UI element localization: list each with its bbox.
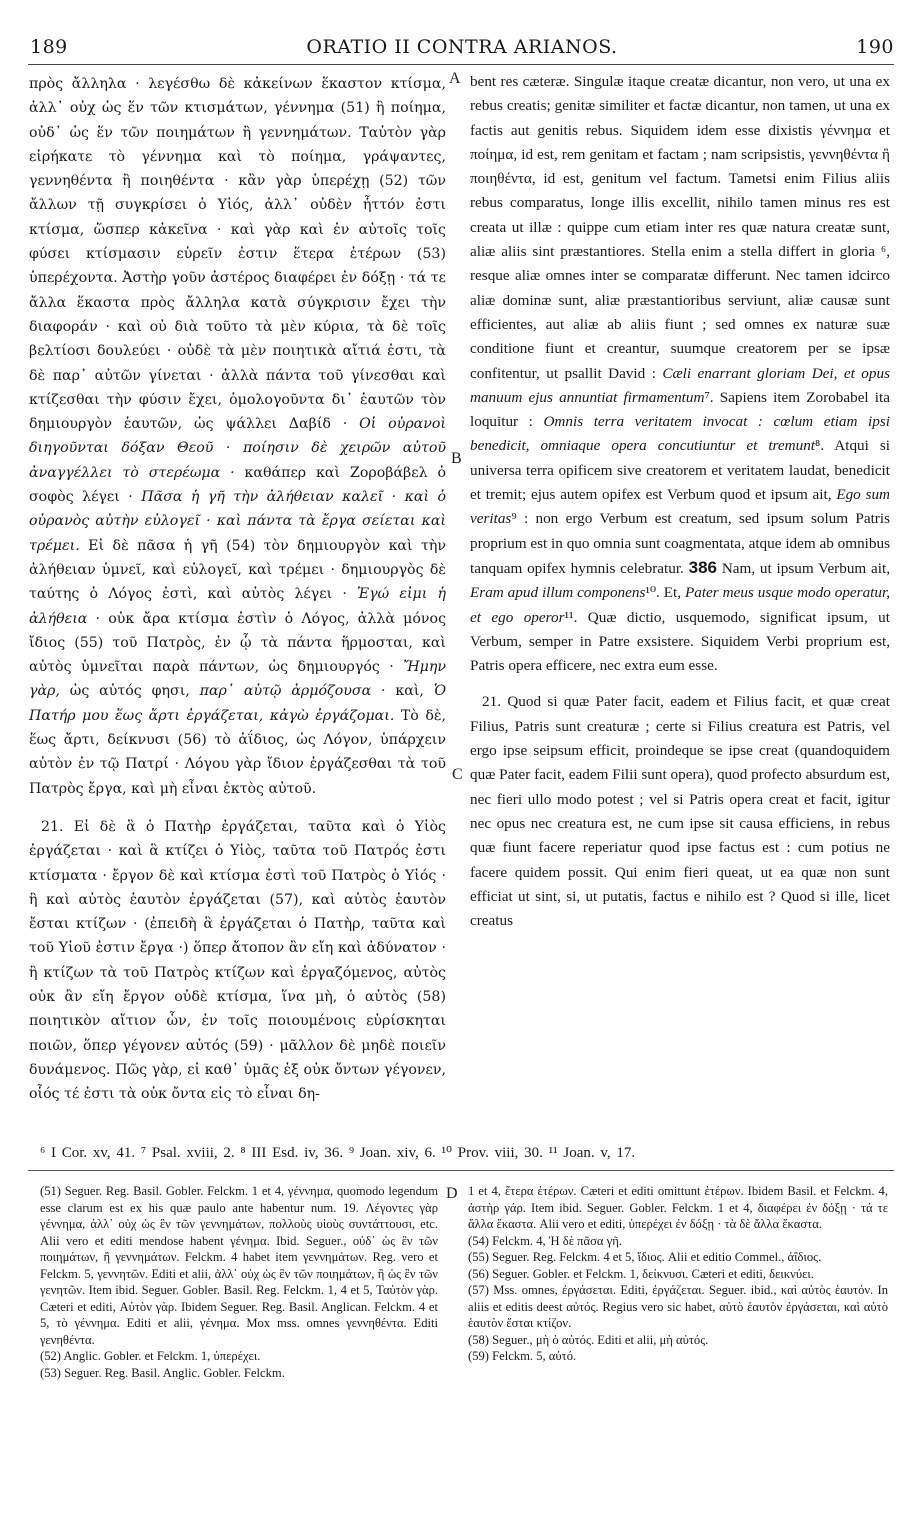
header-rule bbox=[28, 64, 894, 65]
greek-text: Τὸ δὲ, ἕως ἄρτι, δείκνυσι (56) τὸ ἀΐδιος, ὡς Λόγον, ὑπάρχειν αὐτὸν ἐν τῷ Πατρί · Λόγου γὰρ ἴδιον ἐργάζεσθαι τὰ τοῦ Πατρὸς ἔργα, καὶ μὴ εἶναι ἐκτὸς αὐτοῦ. bbox=[29, 707, 446, 797]
greek-quote: παρ᾽ αὐτῷ ἁρμόζουσα · bbox=[199, 683, 386, 700]
running-title: ORATIO II CONTRA ARIANOS. bbox=[306, 36, 618, 58]
footnote: 1 et 4, ἕτερα ἑτέρων. Cæteri et editi omittunt ἑτέρων. Ibidem Basil. et Felckm. 4, ἀστὴρ γάρ. Item ibid. Seguer. Gobler. Felckm. 1 et 4, διαφέρει ἐν δόξῃ · τά τε ἄλλα ἕκαστα. Alii vero et editi, ὑπερέχει ἐν δόξῃ · τὰ δὲ ἄλλα ἕκαστα. bbox=[468, 1184, 888, 1231]
footnote: (59) Felckm. 5, αὐτό. bbox=[468, 1349, 577, 1363]
latin-paragraph-21: 21. Quod si quæ Pater facit, eadem et Filius facit, et quæ creat Filius, Patris sunt creaturæ ; certe si Filius creatura est Patris, vel ergo ipse seipsum efficit, proindeque se ipse creat (quandoquidem quæ Pater facit, eadem Filii sunt opera), quod profecto absurdum est, nec fieri ullo modo potest ; vel si Patris opera creat et facit, igitur nec opus nec creatura est, ne cum ipse sit causa efficiens, in rebus quæ fiunt facere reperiatur quod ipse factus est : cum potius ne facere quidem possit. Qui enim fieri queat, ut ea quæ non sunt efficiat ut sint, si, ut putatis, factus e nihilo est ? Quod si ille, licet creatus bbox=[470, 693, 890, 930]
greek-text: καὶ, bbox=[395, 683, 424, 700]
latin-paragraph-1 bbox=[470, 70, 890, 678]
greek-text: Εἰ δὲ πᾶσα ἡ γῆ (54) τὸν δημιουργὸν καὶ τὴν ἀλήθειαν ὑμνεῖ, καὶ εὐλογεῖ, καὶ τρέμει · δημιουργὸς δὲ ταύτης ὁ Λόγος ἐστὶ, καὶ αὐτὸς λέγει · bbox=[29, 537, 446, 603]
latin-text: bent res cæteræ. Singulæ itaque creatæ dicantur, non vero, ut una ex rebus creatis; genitæ similiter et factæ dicantur, non tamen, ut una ex factis aut genitis rebus. Siquidem idem esse dixistis γέννημα et ποίημα, id est, rem genitam et factam ; nam scripsistis, γεννηθέντα ἢ ποιηθέντα, id est, genitum vel factum. Tametsi enim Filius aliis rebus comparatus, longe illis excellit, nihilo tamen minus res est creata ut illæ : quippe cum etiam inter res quæ natura creatæ sunt, aliæ aliis sint præstantiores. Stella enim a stella differt in gloria ⁶, resque aliæ omnes inter se comparatæ differunt. Nec tamen idcirco aliæ dominæ sunt, aliæ præstantioribus serviunt, aliæ causæ sunt efficientes, aut aliæ ab aliis fiunt ; sed omnes ex naturæ suæ conditione fiunt et creantur, suumque creatorem per se ipsæ confitentur, ut psallit David : bbox=[470, 73, 890, 382]
greek-quote: Πᾶσα ἡ γῆ τὴν ἀλήθειαν καλεῖ · καὶ ὁ οὐρανὸς αὐτὴν εὐλογεῖ · καὶ πάντα τὰ ἔργα σείεται καὶ τρέμει. bbox=[29, 489, 446, 554]
latin-text: Nam, ut ipsum Verbum ait, bbox=[721, 559, 891, 577]
latin-quote: Cæli enarrant gloriam Dei, et opus manuum ejus annuntiat firmamentum bbox=[470, 364, 891, 406]
margin-marker-d: D bbox=[446, 1185, 458, 1202]
greek-quote: Ἐγώ εἰμι ἡ ἀλήθεια · bbox=[29, 586, 446, 627]
footnote: (53) Seguer. Reg. Basil. Anglic. Gobler. Felckm. bbox=[40, 1365, 285, 1380]
greek-text: πρὸς ἄλληλα · λεγέσθω δὲ κἀκείνων ἕκαστον κτίσμα, ἀλλ᾽ οὐχ ὡς ἕν τῶν κτισμάτων, γέννημα (51) ἢ ποίημα, οὐδ᾽ ὡς ἕν τῶν ποιημάτων ἢ γεννημάτων. Ταὐτὸν γὰρ εἰρήκατε τὸ γέννημα καὶ τὸ ποίημα, γράψαντες, γεννηθέντα ἢ ποιηθέντα · κἂν γὰρ ὑπερέχῃ (52) τῶν ἄλλων τῇ συγκρίσει ὁ Υἱός, ἀλλ᾽ οὐδὲν ἧττόν ἐστι κτίσμα, ὥσπερ κἀκεῖνα · καὶ γὰρ καὶ ἐν αὐτοῖς τοῖς φύσει κτίσμασιν εὑρεῖν ἐστιν ἕτερα ἑτέρων (53) ὑπερέχοντα. Ἀστὴρ γοῦν ἀστέρος διαφέρει ἐν δόξῃ · τά τε ἄλλα ἕκαστα πρὸς ἄλληλα κατὰ σύγκρισιν ἔχει τὴν διαφοράν · καὶ οὐ διὰ τοῦτο τὰ μὲν κύρια, τὰ δὲ τοῖς βελτίοσι δουλεύει · οὐδὲ τὰ μὲν ποιητικὰ αἴτιά ἐστι, τὰ δὲ παρ᾽ αὐτῶν γίνεται · ἀλλὰ πάντα τοῦ γίνεσθαι καὶ κτίζεσθαι τὴν φύσιν ἔχει, ὁμολογοῦντα δι᾽ ἑαυτῶν τὸν δημιουργὸν ἑαυτῶν, ὡς ψάλλει Δαβίδ · bbox=[29, 76, 446, 433]
footnote: (57) Mss. omnes, ἐργάσεται. Editi, ἐργάζεται. Seguer. ibid., καὶ αὐτὸς ἑαυτόν. In aliis et editis deest αὐτός. Regius vero sic habet, αὐτὸ ἑαυτὸν ἐργάσεται, καὶ αὐτὸ ἑαυτὸν ἔσται κτίζον. bbox=[468, 1283, 888, 1330]
latin-quote: Pater meus usque modo operatur, et ego operor bbox=[470, 584, 891, 626]
greek-column bbox=[29, 72, 446, 1106]
footnote: (58) Seguer., μὴ ὁ αὐτός. Editi et alii, μὴ αὐτός. bbox=[468, 1332, 709, 1347]
footnote: (51) Seguer. Reg. Basil. Gobler. Felckm. 1 et 4, γέννημα, quomodo legendum esse clarum est ex his quæ paulo ante habentur num. 19. Λέγοντες γὰρ γέννημα, ἀλλ᾽ οὐχ ὡς ἓν τῶν γεννημάτων, πολλοὺς υἱοὺς συντάττουσι, etc. Alii vero et editi mendose habent γένημα. Ibid. Seguer., οὐδ᾽ ὡς ἓν τῶν ποιημάτων, ἢ γεννημάτων. Felckm. 4 habet item γεννημάτων. Reg. vero et Felckm. 5, γεννητῶν. Editi et alii, ἀλλ᾽ οὐχ ὡς ἓν τῶν ποιημάτων, ἢ ὡς ἓν τῶν γενητῶν. Item ibid. Seguer. Gobler. Basil. Reg. Felckm. 1, 4 et 5, Ταὐτὸν γὰρ. Cæteri et editi, Αὐτὸν γὰρ. Ibidem Seguer. Reg. Basil. Anglican. Felckm. 4 et 5, τὸ γέννημα. Editi et alii, γένημα. Mox mss. omnes γεννηθέντα. Editi γενηθέντα. bbox=[40, 1184, 438, 1347]
footnotes-left bbox=[40, 1183, 438, 1381]
latin-text: ⁷. Sapiens item Zorobabel ita loquitur : bbox=[470, 388, 890, 431]
page-number-left: 189 bbox=[30, 36, 68, 58]
latin-text: ¹⁰. Et, bbox=[645, 584, 682, 602]
footnote: (52) Anglic. Gobler. et Felckm. 1, ὑπερέχει. bbox=[40, 1349, 261, 1363]
page-header bbox=[30, 36, 894, 62]
footnotes-right bbox=[468, 1183, 888, 1365]
latin-text: ¹¹. Quæ dictio, usquemodo, significat ipsum, ut Verbum, semper in Patre exsistere. Siquidem Verbi proprium est, Patris opera efficere, nec extra eum esse. bbox=[470, 608, 890, 675]
footnote: (54) Felckm. 4, Ἡ δὲ πᾶσα γῆ. bbox=[468, 1233, 622, 1248]
page-number-right: 190 bbox=[856, 36, 894, 58]
latin-text: ⁸. Atqui si universa terra opificem sive creatorem et veritatem laudat, benedicit et tremit; ejus autem opifex est Verbum quod et ipsum ait, bbox=[470, 437, 890, 504]
greek-quote: Ὁ Πατήρ μου ἕως ἄρτι ἐργάζεται, κἀγὼ ἐργάζομαι. bbox=[29, 683, 447, 724]
greek-quote: Ἤμην γὰρ, bbox=[29, 659, 446, 700]
greek-text: οὐκ ἄρα κτίσμα ἐστὶν ὁ Λόγος, ἀλλὰ μόνος ἴδιος (55) τοῦ Πατρὸς, ἐν ᾧ τὰ πάντα ἥρμοσται, καὶ αὐτὸς ὑμνεῖται παρὰ πάντων, ὡς δημιουργός · bbox=[29, 610, 447, 676]
latin-quote: Eram apud illum componens bbox=[470, 584, 646, 602]
greek-text: ὡς αὐτός φησι, bbox=[69, 683, 190, 700]
margin-marker-b: B bbox=[451, 450, 462, 467]
latin-quote: Ego sum veritas bbox=[470, 486, 891, 528]
margin-marker-c: C bbox=[452, 766, 463, 783]
greek-paragraph-1 bbox=[29, 72, 446, 801]
greek-text: καθάπερ καὶ Ζοροβάβελ ὁ σοφὸς λέγει · bbox=[29, 464, 447, 506]
footnote-rule bbox=[28, 1170, 894, 1171]
greek-quote: Οἱ οὐρανοὶ διηγοῦνται δόξαν Θεοῦ · ποίησιν δὲ χειρῶν αὐτοῦ ἀναγγέλλει τὸ στερέωμα · bbox=[29, 416, 446, 481]
scripture-references: ⁶ I Cor. xv, 41. ⁷ Psal. xviii, 2. ⁸ III Esd. iv, 36. ⁹ Joan. xiv, 6. ¹⁰ Prov. viii, 30. ¹¹ Joan. v, 17. bbox=[40, 1145, 636, 1161]
margin-marker-a: A bbox=[449, 70, 461, 87]
migne-page-number: 386 bbox=[688, 557, 718, 577]
footnote: (55) Seguer. Reg. Felckm. 4 et 5, ἴδιος. Alii et editio Commel., ἀΐδιος. bbox=[468, 1250, 822, 1264]
latin-text: ⁹ : non ergo Verbum est creatum, sed ipsum solum Patris proprium est in quo omnia sunt coagmentata, atque idem ab omnibus tanquam opifex hymnis celebratur. bbox=[470, 510, 890, 577]
latin-column bbox=[470, 70, 890, 933]
footnote: (56) Seguer. Gobler. et Felckm. 1, δείκνυσι. Cæteri et editi, δεικνύει. bbox=[468, 1266, 814, 1281]
greek-paragraph-21: 21. Εἰ δὲ ἃ ὁ Πατὴρ ἐργάζεται, ταῦτα καὶ ὁ Υἱὸς ἐργάζεται · καὶ ἃ κτίζει ὁ Υἱὸς, ταῦτα τοῦ Πατρός ἐστι κτίσματα · ἔργον δὲ καὶ κτίσμα ἐστὶ τοῦ Πατρὸς ὁ Υἱός · ἢ καὶ αὐτὸς ἑαυτὸν ἐργάζεται (57), καὶ αὐτὸς ἑαυτὸν ἔσται κτίζων · (ἐπειδὴ ἃ ἐργάζεται ὁ Πατὴρ, ταῦτα καὶ τοῦ Υἱοῦ ἐστιν ἔργα ·) ὅπερ ἄτοπον ἂν εἴη καὶ ἀδύνατον · ἢ κτίζων τὰ τοῦ Πατρὸς κτίζων καὶ ἐργαζόμενος, αὐτὸς οὐκ ἂν εἴη ἔργον οὐδὲ κτίσμα, ἵνα μὴ, ὁ αὐτὸς (58) ποιητικὸν αἴτιον ὧν, ἐν τοῖς ποιουμένοις εὑρίσκηται ποιῶν, ὅπερ γέγονεν αὐτός (59) · μᾶλλον δὲ μηδὲ ποιεῖν δυνάμενος. Πῶς γὰρ, εἰ καθ᾽ ὑμᾶς ἐξ οὐκ ὄντων γέγονεν, οἷός τέ ἐστι τὰ οὐκ ὄντα εἰς τὸ εἶναι δη- bbox=[29, 818, 446, 1103]
latin-quote: Omnis terra veritatem invocat : cœlum etiam ipsi benedicit, omniaque opera concutiuntur et tremunt bbox=[470, 413, 890, 455]
